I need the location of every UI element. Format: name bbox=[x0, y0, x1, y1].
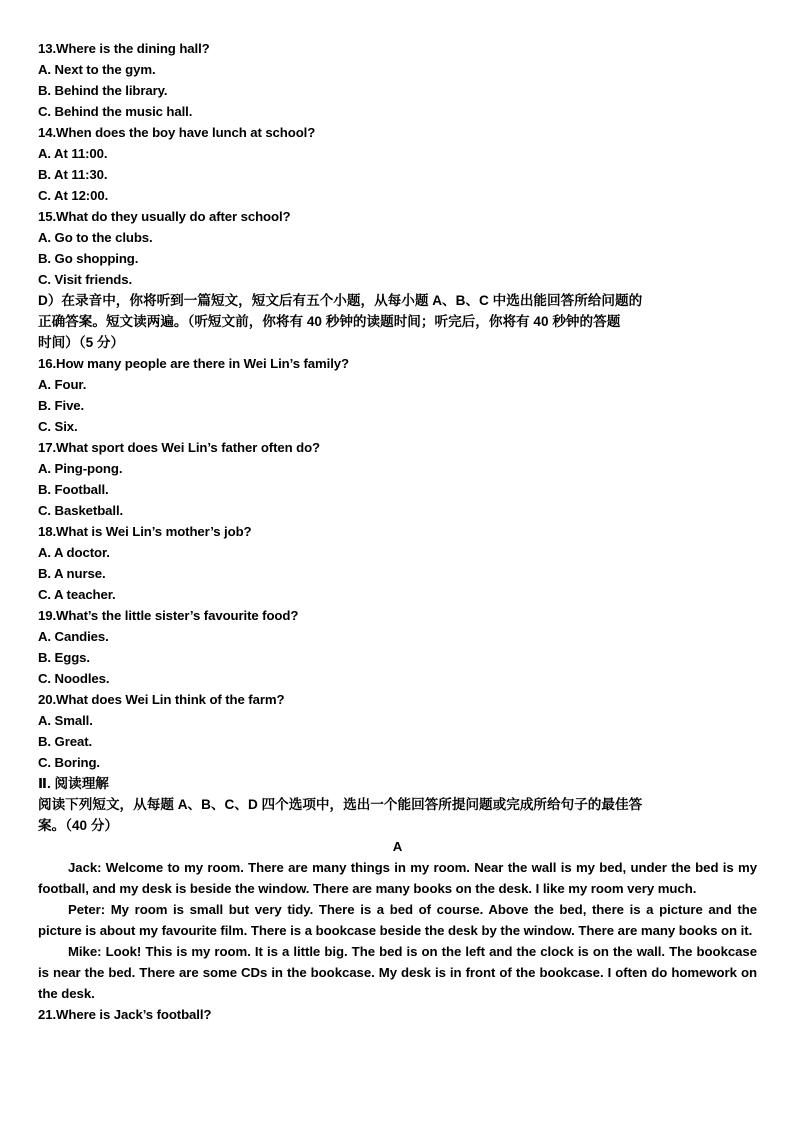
question-block-17 bbox=[38, 437, 757, 521]
option-19-c: C. Noodles. bbox=[38, 671, 110, 686]
paragraph-mike: Mike: Look! This is my room. It is a little big. The bed is on the left and the clock is on the wall. The bookcase is near the bed. There are some CDs in the bookcase. My desk is in front of the bookcase. I often do homework on the desk. bbox=[38, 944, 757, 1001]
option-13-a: A. Next to the gym. bbox=[38, 62, 156, 77]
option-18-b: B. A nurse. bbox=[38, 566, 106, 581]
question-16: 16.How many people are there in Wei Lin’s family? bbox=[38, 356, 349, 371]
section-d-line-3: 时间）（5 分） bbox=[38, 335, 125, 350]
question-15: 15.What do they usually do after school? bbox=[38, 209, 291, 224]
option-19-a: A. Candies. bbox=[38, 629, 109, 644]
question-block-19 bbox=[38, 605, 757, 689]
reading-section bbox=[38, 773, 757, 836]
question-13: 13.Where is the dining hall? bbox=[38, 41, 210, 56]
section-d-instructions bbox=[38, 290, 757, 353]
option-19-b: B. Eggs. bbox=[38, 650, 90, 665]
question-19: 19.What’s the little sister’s favourite food? bbox=[38, 608, 299, 623]
reading-instructions-line-1: 阅读下列短文，从每题 A、B、C、D 四个选项中，选出一个能回答所提问题或完成所给句子的最佳答 bbox=[38, 797, 643, 812]
option-17-b: B. Football. bbox=[38, 482, 109, 497]
option-20-a: A. Small. bbox=[38, 713, 93, 728]
option-18-a: A. A doctor. bbox=[38, 545, 110, 560]
section-d-line-2: 正确答案。短文读两遍。（听短文前，你将有 40 秒钟的读题时间；听完后，你将有 40 秒钟的答题 bbox=[38, 314, 621, 329]
option-14-b: B. At 11:30. bbox=[38, 167, 108, 182]
reading-instructions-line-2: 案。（40 分） bbox=[38, 818, 119, 833]
reading-heading: Ⅱ. 阅读理解 bbox=[38, 776, 109, 791]
option-16-c: C. Six. bbox=[38, 419, 78, 434]
option-20-b: B. Great. bbox=[38, 734, 93, 749]
question-block-14 bbox=[38, 122, 757, 206]
option-13-c: C. Behind the music hall. bbox=[38, 104, 193, 119]
option-17-c: C. Basketball. bbox=[38, 503, 124, 518]
question-21: 21.Where is Jack’s football? bbox=[38, 1007, 212, 1022]
option-14-a: A. At 11:00. bbox=[38, 146, 108, 161]
paragraph-peter: Peter: My room is small but very tidy. There is a bed of course. Above the bed, there is a picture and the picture is about my favourite film. There is a bookcase beside the desk by the window. There are many books on it. bbox=[38, 902, 757, 938]
option-16-a: A. Four. bbox=[38, 377, 87, 392]
passage-title: A bbox=[392, 839, 403, 854]
question-20: 20.What does Wei Lin think of the farm? bbox=[38, 692, 285, 707]
option-17-a: A. Ping-pong. bbox=[38, 461, 123, 476]
option-15-c: C. Visit friends. bbox=[38, 272, 133, 287]
question-block-16 bbox=[38, 353, 757, 437]
question-block-18 bbox=[38, 521, 757, 605]
section-d-line-1: D）在录音中，你将听到一篇短文，短文后有五个小题，从每小题 A、B、C 中选出能回答所给问题的 bbox=[38, 293, 643, 308]
question-block-13 bbox=[38, 38, 757, 122]
question-17: 17.What sport does Wei Lin’s father often do? bbox=[38, 440, 320, 455]
question-14: 14.When does the boy have lunch at school? bbox=[38, 125, 316, 140]
option-15-b: B. Go shopping. bbox=[38, 251, 139, 266]
question-18: 18.What is Wei Lin’s mother’s job? bbox=[38, 524, 252, 539]
question-block-15 bbox=[38, 206, 757, 290]
option-13-b: B. Behind the library. bbox=[38, 83, 168, 98]
option-14-c: C. At 12:00. bbox=[38, 188, 109, 203]
option-16-b: B. Five. bbox=[38, 398, 85, 413]
option-15-a: A. Go to the clubs. bbox=[38, 230, 153, 245]
question-block-20 bbox=[38, 689, 757, 773]
exam-page bbox=[38, 38, 757, 1025]
paragraph-jack: Jack: Welcome to my room. There are many things in my room. Near the wall is my bed, under the bed is my football, and my desk is beside the window. There are many books on the desk. I like my room very much. bbox=[38, 860, 757, 896]
option-18-c: C. A teacher. bbox=[38, 587, 116, 602]
option-20-c: C. Boring. bbox=[38, 755, 101, 770]
